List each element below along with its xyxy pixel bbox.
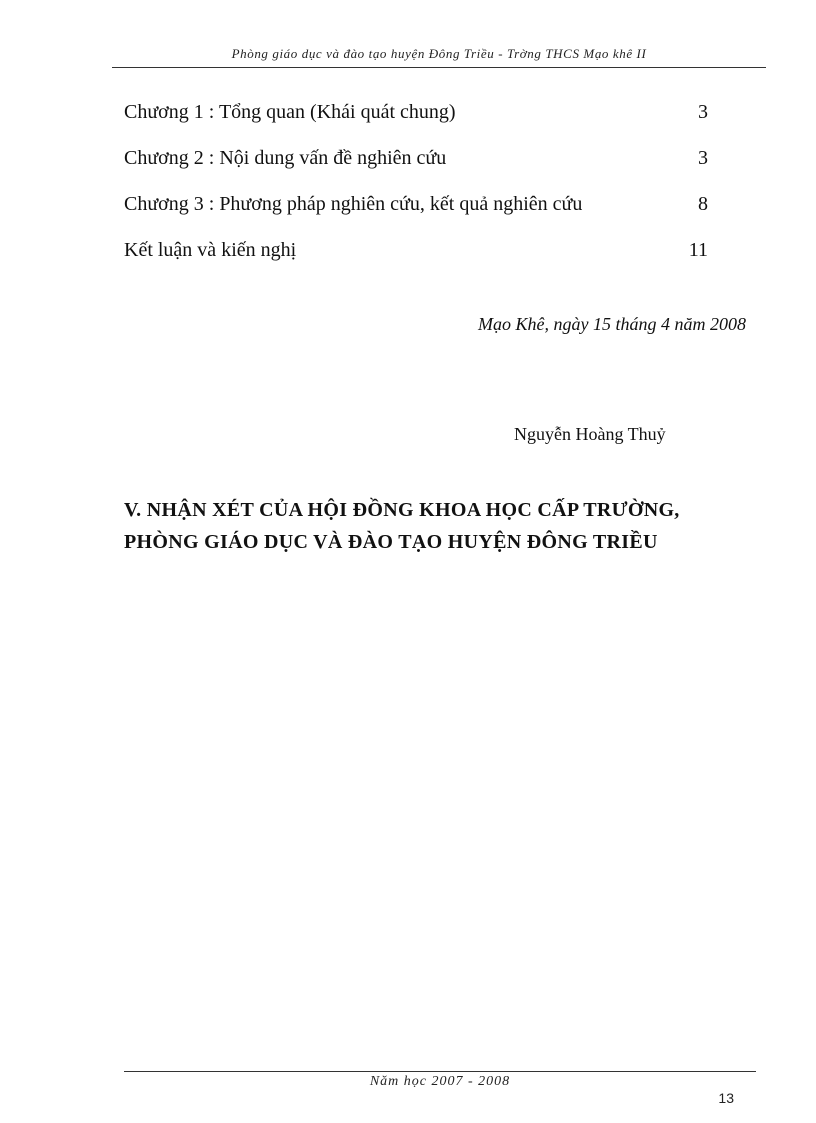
toc-row [124, 236, 714, 282]
date-location-line: Mạo Khê, ngày 15 tháng 4 năm 2008 [478, 314, 746, 334]
toc-label: Kết luận và kiến nghị [124, 239, 297, 261]
page-number: 13 [718, 1090, 734, 1106]
table-of-contents [124, 98, 714, 282]
toc-page-number: 3 [698, 147, 708, 169]
toc-label: Chương 2 : Nội dung vấn đề nghiên cứu [124, 147, 447, 169]
footer-divider [124, 1071, 756, 1072]
toc-row [124, 98, 714, 144]
toc-page-number: 8 [698, 193, 708, 215]
toc-page-number: 11 [688, 239, 708, 261]
toc-label: Chương 3 : Phương pháp nghiên cứu, kết quả nghiên cứu [124, 193, 583, 215]
section-heading-line: V. NHẬN XÉT CỦA HỘI ĐỒNG KHOA HỌC CẤP TRƯỜNG, [124, 499, 680, 521]
page-footer: Năm học 2007 - 2008 [369, 1074, 511, 1089]
author-name: Nguyễn Hoàng Thuỷ [514, 424, 666, 444]
toc-row [124, 144, 714, 190]
toc-page-number: 3 [698, 101, 708, 123]
section-heading-line: PHÒNG GIÁO DỤC VÀ ĐÀO TẠO HUYỆN ĐÔNG TRIỀU [124, 531, 658, 553]
section-heading [124, 494, 754, 558]
toc-label: Chương 1 : Tổng quan (Khái quát chung) [124, 101, 456, 123]
page-header: Phòng giáo dục và đào tạo huyện Đông Triều - Trờng THCS Mạo khê II [231, 46, 647, 61]
toc-row [124, 190, 714, 236]
header-divider [112, 67, 766, 68]
